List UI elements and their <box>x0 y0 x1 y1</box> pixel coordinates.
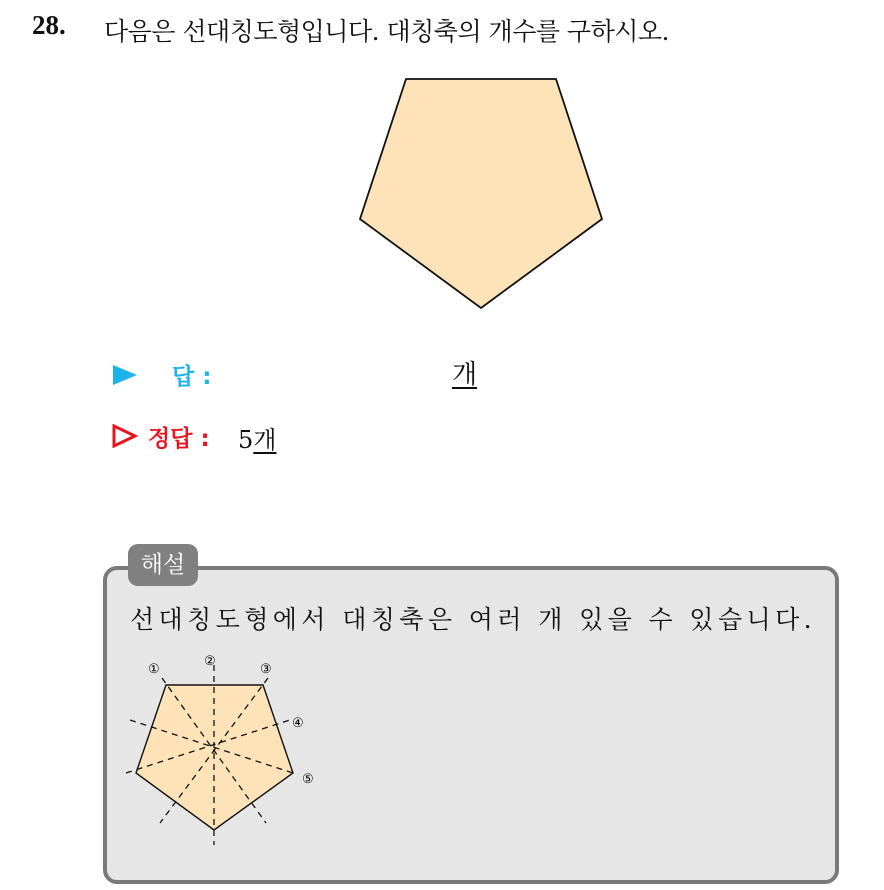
explanation-text: 선대칭도형에서 대칭축은 여러 개 있을 수 있습니다. <box>130 605 816 634</box>
correct-arrow-icon <box>112 424 138 448</box>
answer-label: 답 : <box>172 364 212 390</box>
axis-label-5: ⑤ <box>302 772 314 787</box>
answer-arrow-icon <box>112 364 138 386</box>
axis-label-4: ④ <box>292 716 304 731</box>
symmetry-axes-diagram <box>118 645 338 855</box>
answer-unit: 개 <box>452 360 478 390</box>
explanation-tab: 해설 <box>128 544 198 586</box>
axis-label-3: ③ <box>260 662 272 677</box>
axis-label-1: ① <box>148 662 160 677</box>
correct-unit: 개 <box>253 426 277 454</box>
axis-label-2: ② <box>204 654 216 669</box>
pentagon-figure <box>355 74 607 314</box>
correct-label: 정답 : <box>148 426 210 452</box>
correct-answer <box>238 420 276 455</box>
pentagon-shape <box>360 79 602 308</box>
question-text: 다음은 선대칭도형입니다. 대칭축의 개수를 구하시오. <box>104 17 669 46</box>
correct-value: 5 <box>238 426 254 454</box>
question-number: 28. <box>32 10 66 40</box>
